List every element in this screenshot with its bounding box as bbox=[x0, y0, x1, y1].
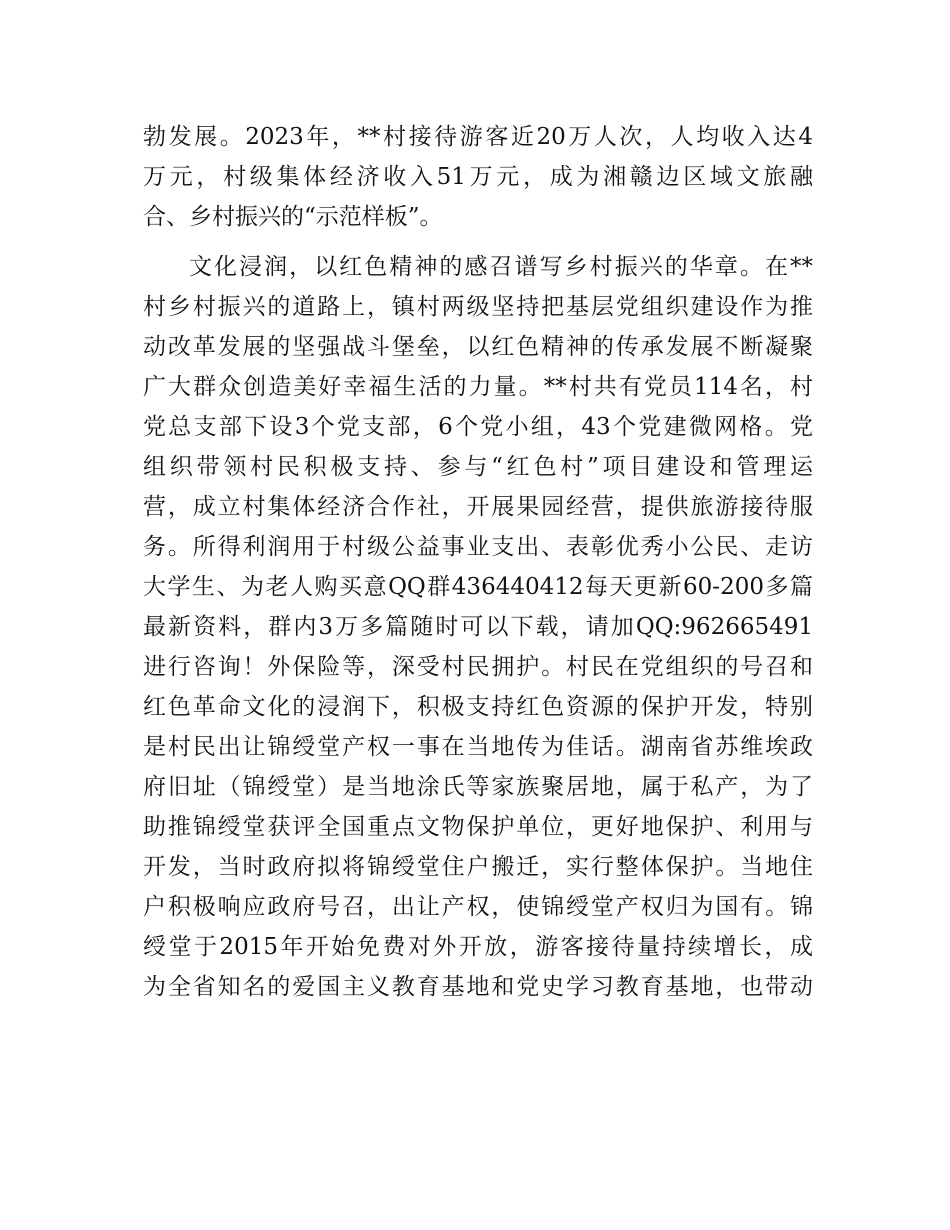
paragraph-2 bbox=[143, 247, 813, 1007]
text-line: 最新资料，群内3万多篇随时可以下载，请加QQ:962665491 bbox=[143, 614, 813, 640]
text-line: 广大群众创造美好幸福生活的力量。**村共有党员114名，村 bbox=[143, 374, 813, 400]
paragraph-spacer bbox=[143, 237, 813, 247]
text-line: 村乡村振兴的道路上，镇村两级坚持把基层党组织建设作为推 bbox=[143, 294, 813, 320]
text-line: 进行咨询！外保险等，深受村民拥护。村民在党组织的号召和 bbox=[143, 654, 813, 680]
text-line: 党总支部下设3个党支部，6个党小组，43个党建微网格。党 bbox=[143, 414, 813, 440]
text-line: 为全省知名的爱国主义教育基地和党史学习教育基地，也带动 bbox=[143, 974, 813, 1000]
text-line: 是村民出让锦绶堂产权一事在当地传为佳话。湖南省苏维埃政 bbox=[143, 734, 813, 760]
text-line: 动改革发展的坚强战斗堡垒，以红色精神的传承发展不断凝聚 bbox=[143, 334, 813, 360]
text-line: 户积极响应政府号召，出让产权，使锦绶堂产权归为国有。锦 bbox=[143, 894, 813, 920]
text-line: 万元，村级集体经济收入51万元，成为湘赣边区域文旅融 bbox=[143, 164, 813, 190]
text-line: 营，成立村集体经济合作社，开展果园经营，提供旅游接待服 bbox=[143, 494, 813, 520]
text-line: 红色革命文化的浸润下，积极支持红色资源的保护开发，特别 bbox=[143, 694, 813, 720]
text-line: 勃发展。2023年，**村接待游客近20万人次，人均收入达4 bbox=[143, 124, 813, 150]
text-line: 合、乡村振兴的“示范样板”。 bbox=[143, 204, 443, 230]
text-line: 组织带领村民积极支持、参与“红色村”项目建设和管理运 bbox=[143, 454, 813, 480]
text-line: 开发，当时政府拟将锦绶堂住户搬迁，实行整体保护。当地住 bbox=[143, 854, 813, 880]
text-line: 大学生、为老人购买意QQ群436440412每天更新60-200多篇 bbox=[143, 574, 813, 600]
document-body bbox=[143, 117, 813, 1007]
text-line: 务。所得利润用于村级公益事业支出、表彰优秀小公民、走访 bbox=[143, 534, 813, 560]
text-line: 府旧址（锦绶堂）是当地涂氏等家族聚居地，属于私产，为了 bbox=[143, 774, 813, 800]
text-line: 绶堂于2015年开始免费对外开放，游客接待量持续增长，成 bbox=[143, 934, 813, 960]
paragraph-1 bbox=[143, 117, 813, 237]
text-line: 助推锦绶堂获评全国重点文物保护单位，更好地保护、利用与 bbox=[143, 814, 813, 840]
text-line: 文化浸润，以红色精神的感召谱写乡村振兴的华章。在** bbox=[189, 254, 813, 280]
